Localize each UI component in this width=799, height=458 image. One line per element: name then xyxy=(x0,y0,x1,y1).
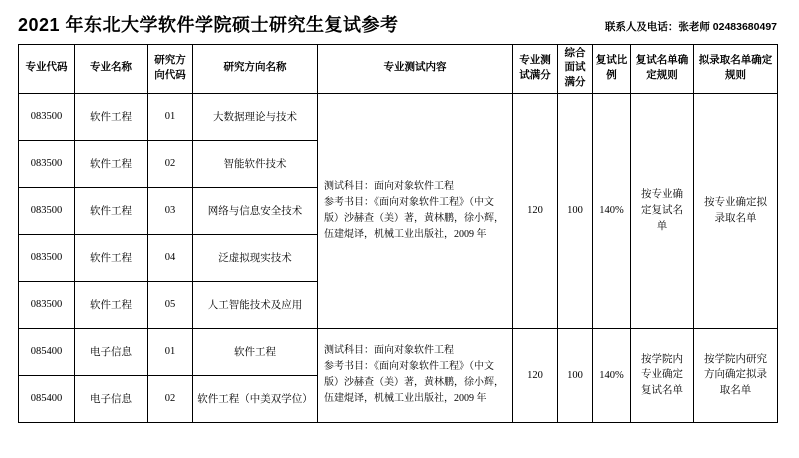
header-retest-ratio: 复试比例 xyxy=(593,44,631,93)
cell-major-name: 软件工程 xyxy=(75,93,148,140)
cell-major-name: 软件工程 xyxy=(75,281,148,328)
test-subject-line: 测试科目：面向对象软件工程 xyxy=(324,345,454,357)
cell-direction-code: 01 xyxy=(148,93,193,140)
header-major-name: 专业名称 xyxy=(75,44,148,93)
cell-direction-name: 人工智能技术及应用 xyxy=(193,281,318,328)
cell-test-full-score-group1: 120 xyxy=(513,93,558,328)
cell-major-code: 085400 xyxy=(19,328,75,375)
cell-retest-ratio-group2: 140% xyxy=(593,328,631,422)
header-row xyxy=(19,44,778,93)
cell-major-code: 085400 xyxy=(19,375,75,422)
cell-admission-list-rule-group1: 按专业确定拟录取名单 xyxy=(694,93,778,328)
cell-major-code: 083500 xyxy=(19,93,75,140)
cell-retest-list-rule-group2: 按学院内专业确定复试名单 xyxy=(631,328,694,422)
cell-direction-name: 智能软件技术 xyxy=(193,140,318,187)
reference-book-line: 参考书目：《面向对象软件工程》（中文版）沙赫查（美）著，黄林鹏，徐小辉，伍建焜译，机械工业出版社，2009 年 xyxy=(324,196,504,240)
cell-retest-list-rule-group1: 按专业确定复试名单 xyxy=(631,93,694,328)
cell-major-code: 083500 xyxy=(19,234,75,281)
cell-direction-code: 02 xyxy=(148,375,193,422)
cell-direction-code: 05 xyxy=(148,281,193,328)
cell-major-name: 电子信息 xyxy=(75,328,148,375)
cell-major-name: 软件工程 xyxy=(75,140,148,187)
cell-direction-name: 软件工程 xyxy=(193,328,318,375)
header-direction-code: 研究方向代码 xyxy=(148,44,193,93)
cell-test-full-score-group2: 120 xyxy=(513,328,558,422)
header-test-content: 专业测试内容 xyxy=(318,44,513,93)
cell-test-content-group1 xyxy=(318,93,513,328)
cell-direction-code: 01 xyxy=(148,328,193,375)
cell-major-name: 电子信息 xyxy=(75,375,148,422)
cell-test-content-group2 xyxy=(318,328,513,422)
cell-direction-name: 网络与信息安全技术 xyxy=(193,187,318,234)
contact-info: 联系人及电话：张老师 02483680497 xyxy=(604,21,777,33)
cell-major-code: 083500 xyxy=(19,281,75,328)
cell-interview-full-score-group1: 100 xyxy=(558,93,593,328)
cell-retest-ratio-group1: 140% xyxy=(593,93,631,328)
header-test-full-score: 专业测试满分 xyxy=(513,44,558,93)
cell-admission-list-rule-group2: 按学院内研究方向确定拟录取名单 xyxy=(694,328,778,422)
header-admission-list-rule: 拟录取名单确定规则 xyxy=(694,44,778,93)
cell-major-code: 083500 xyxy=(19,140,75,187)
test-subject-line: 测试科目：面向对象软件工程 xyxy=(324,180,454,192)
cell-direction-name: 软件工程（中美双学位） xyxy=(193,375,318,422)
cell-direction-code: 02 xyxy=(148,140,193,187)
cell-interview-full-score-group2: 100 xyxy=(558,328,593,422)
header-major-code: 专业代码 xyxy=(19,44,75,93)
cell-direction-code: 04 xyxy=(148,234,193,281)
cell-major-name: 软件工程 xyxy=(75,234,148,281)
table-row xyxy=(19,93,778,140)
cell-direction-name: 大数据理论与技术 xyxy=(193,93,318,140)
reference-book-line: 参考书目：《面向对象软件工程》（中文版）沙赫查（美）著，黄林鹏，徐小辉，伍建焜译，机械工业出版社，2009 年 xyxy=(324,361,504,405)
cell-major-code: 083500 xyxy=(19,187,75,234)
cell-major-name: 软件工程 xyxy=(75,187,148,234)
retest-reference-table xyxy=(18,44,778,423)
header-direction-name: 研究方向名称 xyxy=(193,44,318,93)
cell-direction-name: 泛虚拟现实技术 xyxy=(193,234,318,281)
cell-direction-code: 03 xyxy=(148,187,193,234)
header-retest-list-rule: 复试名单确定规则 xyxy=(631,44,694,93)
page-header xyxy=(0,0,799,37)
table-row xyxy=(19,328,778,375)
header-interview-full-score: 综合面试满分 xyxy=(558,44,593,93)
page-title: 2021 年东北大学软件学院硕士研究生复试参考 xyxy=(18,15,399,35)
